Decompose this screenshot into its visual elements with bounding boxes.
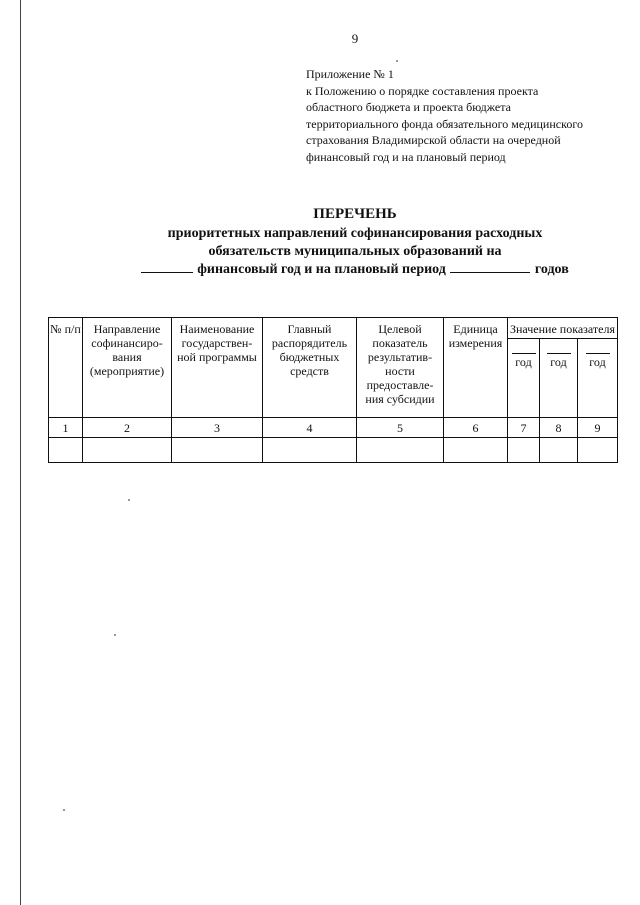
header-number: № п/п xyxy=(49,318,83,418)
column-number-row xyxy=(49,418,618,438)
title-period-end: годов xyxy=(534,262,569,277)
header-unit: Единица измерения xyxy=(444,318,508,418)
header-target-indicator: Целевой показатель результатив-ности предоставле-ния субсидии xyxy=(357,318,444,418)
column-number: 7 xyxy=(508,418,540,438)
document-title xyxy=(0,205,640,279)
title-line: приоритетных направлений софинансирования расходных xyxy=(167,226,543,241)
table-cell xyxy=(172,438,263,463)
header-year-2 xyxy=(540,339,578,418)
year-label: год xyxy=(589,355,606,369)
title-period-text: финансовый год и на плановый период xyxy=(197,262,446,277)
column-number: 8 xyxy=(540,418,578,438)
header-year-3 xyxy=(578,339,618,418)
column-number: 1 xyxy=(49,418,83,438)
page-number: 9 xyxy=(351,31,359,46)
column-number: 5 xyxy=(357,418,444,438)
appendix-line: территориального фонда обязательного медицинского xyxy=(306,116,583,131)
header-program: Наименование государствен-ной программы xyxy=(172,318,263,418)
column-number: 2 xyxy=(83,418,172,438)
year-blank xyxy=(547,353,571,354)
header-direction: Направление софинансиро-вания (мероприятие) xyxy=(83,318,172,418)
scan-speck xyxy=(63,809,65,811)
header-year-1 xyxy=(508,339,540,418)
page-left-border xyxy=(20,0,21,905)
header-indicator-value: Значение показателя xyxy=(508,318,618,339)
scan-speck xyxy=(128,499,130,501)
scan-speck xyxy=(114,634,116,636)
appendix-line: страхования Владимирской области на очередной xyxy=(306,133,561,147)
table-cell xyxy=(578,438,618,463)
appendix-line: к Положению о порядке составления проекта xyxy=(306,83,539,98)
table-cell xyxy=(540,438,578,463)
year-label: год xyxy=(515,355,532,369)
appendix-note xyxy=(306,66,636,165)
table-cell xyxy=(83,438,172,463)
header-budget-manager: Главный распорядитель бюджетных средств xyxy=(263,318,357,418)
year-blank xyxy=(512,353,536,354)
table-cell xyxy=(263,438,357,463)
title-line: обязательств муниципальных образований на xyxy=(208,244,502,259)
column-number: 6 xyxy=(444,418,508,438)
year-label: год xyxy=(550,355,567,369)
year-range-blank xyxy=(450,261,530,273)
appendix-line: областного бюджета и проекта бюджета xyxy=(306,100,511,114)
scan-speck xyxy=(396,60,398,62)
column-number: 3 xyxy=(172,418,263,438)
column-number: 9 xyxy=(578,418,618,438)
table-header-row xyxy=(49,318,618,339)
title-period-line xyxy=(0,261,640,279)
table-row xyxy=(49,438,618,463)
table-cell xyxy=(444,438,508,463)
appendix-line: финансовый год и на плановый период xyxy=(306,149,506,164)
table-cell xyxy=(357,438,444,463)
table-cell xyxy=(49,438,83,463)
appendix-line: Приложение № 1 xyxy=(306,67,394,81)
priority-directions-table xyxy=(48,317,618,463)
table-cell xyxy=(508,438,540,463)
title-heading: ПЕРЕЧЕНЬ xyxy=(313,206,397,222)
column-number: 4 xyxy=(263,418,357,438)
year-blank xyxy=(586,353,610,354)
year-blank xyxy=(141,261,193,273)
